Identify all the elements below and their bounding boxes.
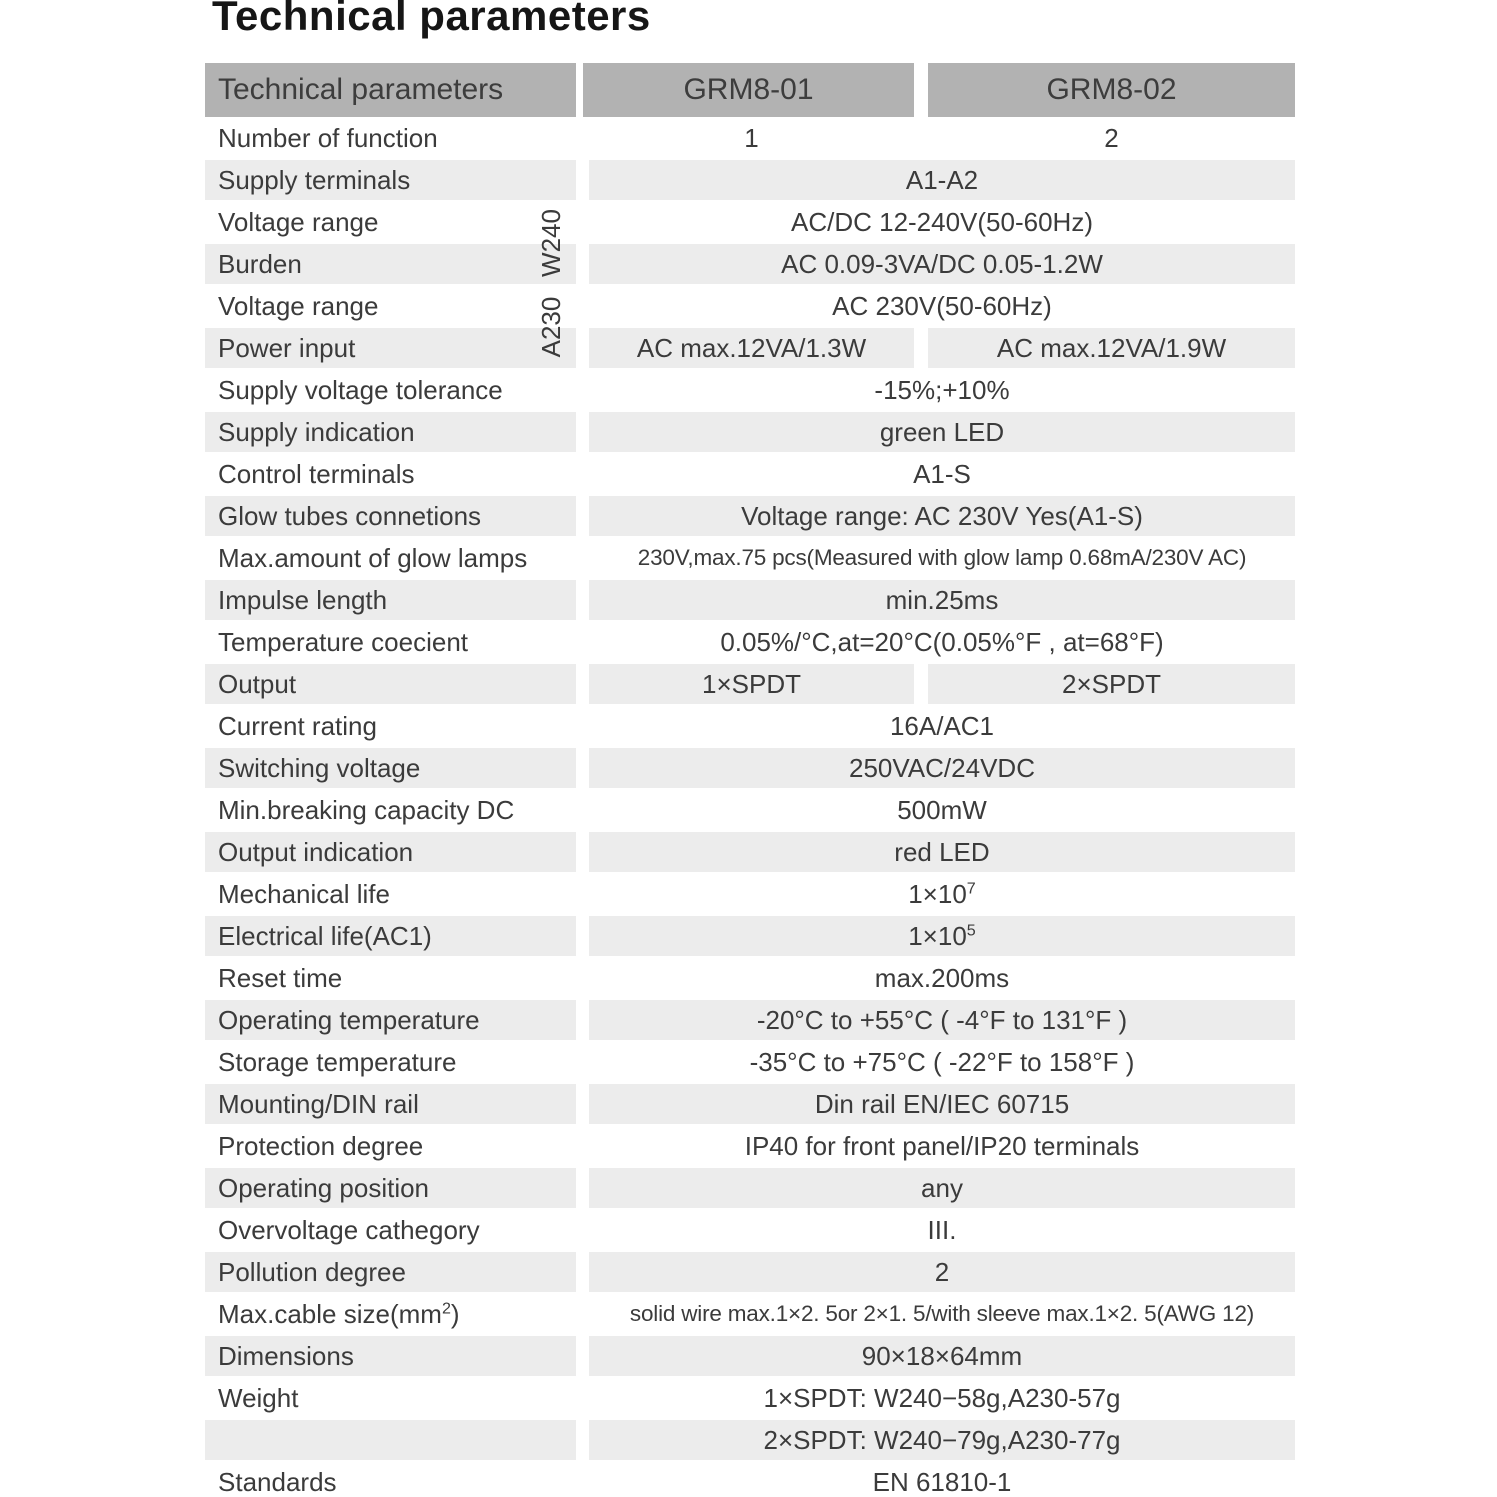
table-row [205, 244, 1295, 284]
table-row [205, 1210, 1295, 1250]
table-row [205, 874, 1295, 914]
table-row [205, 412, 1295, 452]
param-value: 2×SPDT: W240−79g,A230-77g [589, 1420, 1295, 1460]
param-value: solid wire max.1×2. 5or 2×1. 5/with sleeve max.1×2. 5(AWG 12) [629, 1301, 1255, 1326]
param-value: 1 [744, 122, 759, 153]
param-label: Operating temperature [205, 1000, 576, 1040]
param-label: Max.amount of glow lamps [218, 542, 528, 573]
table-row [205, 832, 1295, 872]
param-label: Output [205, 664, 576, 704]
param-value: EN 61810-1 [872, 1466, 1012, 1497]
param-value: 16A/AC1 [889, 710, 995, 741]
param-label: Power input [205, 328, 576, 368]
param-label: Switching voltage [205, 748, 576, 788]
table-row [205, 916, 1295, 956]
param-label: Max.cable $size(mm^2)$ [218, 1298, 460, 1329]
param-label: Protection degree [218, 1130, 424, 1161]
param-value: 0.05%/°C,at=20°C(0.05%°F , at=68°F) [720, 626, 1164, 657]
param-label: Reset time [218, 962, 343, 993]
param-label: Glow tubes connetions [205, 496, 576, 536]
param-label: Dimensions [205, 1336, 576, 1376]
table-row [205, 1126, 1295, 1166]
table-row [205, 706, 1295, 746]
table-row [205, 1042, 1295, 1082]
table-row [205, 1336, 1295, 1376]
param-value: 2 [1104, 122, 1119, 153]
param-value: 1×SPDT [589, 664, 914, 704]
param-label [205, 1420, 576, 1460]
param-label: Supply voltage tolerance [218, 374, 503, 405]
table-row [205, 118, 1295, 158]
param-label: Supply indication [205, 412, 576, 452]
param-value: AC 230V(50-60Hz) [832, 290, 1052, 321]
param-value: AC max.12VA/1.3W [589, 328, 914, 368]
param-value: AC max.12VA/1.9W [928, 328, 1295, 368]
param-value: $1\times 10^5$ [589, 916, 1295, 956]
param-value: III. [927, 1214, 957, 1245]
param-label: Min.breaking capacity DC [218, 794, 515, 825]
param-label: Electrical life(AC1) [205, 916, 576, 956]
param-value: 2 [589, 1252, 1295, 1292]
param-value: $1\times 10^7$ [908, 878, 976, 909]
technical-parameters-table [205, 63, 1295, 1497]
table-row [205, 286, 1295, 326]
param-value: 500mW [897, 794, 987, 825]
param-label: Number of function [218, 122, 438, 153]
param-label: Control terminals [218, 458, 415, 489]
param-label: Impulse length [205, 580, 576, 620]
param-label: Voltage range [218, 290, 379, 321]
param-label: Pollution degree [205, 1252, 576, 1292]
table-row [205, 1084, 1295, 1124]
table-row [205, 580, 1295, 620]
table-row [205, 160, 1295, 200]
param-value: min.25ms [589, 580, 1295, 620]
table-header-row [205, 63, 1295, 117]
param-value: A1-A2 [589, 160, 1295, 200]
param-value: 230V,max.75 pcs(Measured with glow lamp 0.68mA/230V AC) [637, 545, 1247, 570]
param-value: AC/DC 12-240V(50-60Hz) [790, 206, 1093, 237]
table-row [205, 1000, 1295, 1040]
table-row [205, 1252, 1295, 1292]
table-row [205, 328, 1295, 368]
param-label: Storage temperature [218, 1046, 457, 1077]
param-label: Burden [205, 244, 576, 284]
table-row [205, 538, 1295, 578]
param-value: -35°C to +75°C ( -22°F to 158°F ) [749, 1046, 1135, 1077]
param-value: green LED [589, 412, 1295, 452]
table-row [205, 748, 1295, 788]
table-rows [205, 118, 1295, 1497]
param-label: Overvoltage cathegory [218, 1214, 480, 1245]
table-row [205, 664, 1295, 704]
param-label: Voltage range [218, 206, 379, 237]
param-value: -20°C to +55°C ( -4°F to 131°F ) [589, 1000, 1295, 1040]
param-value: IP40 for front panel/IP20 terminals [744, 1130, 1140, 1161]
param-value: 250VAC/24VDC [589, 748, 1295, 788]
table-row [205, 790, 1295, 830]
param-label: Output indication [205, 832, 576, 872]
param-label: Current rating [218, 710, 377, 741]
table-row [205, 454, 1295, 494]
table-row [205, 958, 1295, 998]
table-row [205, 1168, 1295, 1208]
param-label: Mechanical life [218, 878, 390, 909]
table-row [205, 622, 1295, 662]
table-row [205, 370, 1295, 410]
table-row [205, 1462, 1295, 1497]
table-row [205, 1294, 1295, 1334]
table-row [205, 1420, 1295, 1460]
param-value: 2×SPDT [928, 664, 1295, 704]
table-row [205, 496, 1295, 536]
param-label: Operating position [205, 1168, 576, 1208]
param-label: Supply terminals [205, 160, 576, 200]
param-label: Weight [218, 1382, 299, 1413]
param-label: Standards [218, 1466, 337, 1497]
side-label-w240: W240 [535, 209, 566, 277]
param-value: max.200ms [874, 962, 1010, 993]
param-value: -15%;+10% [874, 374, 1010, 405]
param-value: red LED [589, 832, 1295, 872]
param-value: Din rail EN/IEC 60715 [589, 1084, 1295, 1124]
header-cell-grm8-02: GRM8-02 [928, 63, 1295, 117]
header-cell-grm8-01: GRM8-01 [583, 63, 914, 117]
page-title: Technical parameters [212, 0, 651, 39]
param-label: Mounting/DIN rail [205, 1084, 576, 1124]
param-value: 90×18×64mm [589, 1336, 1295, 1376]
param-value: A1-S [913, 458, 971, 489]
header-cell-technical-parameters: Technical parameters [205, 63, 576, 117]
param-label: Temperature coecient [218, 626, 469, 657]
param-value: Voltage range: AC 230V Yes(A1-S) [589, 496, 1295, 536]
table-row [205, 202, 1295, 242]
side-label-a230: A230 [535, 296, 566, 358]
param-value: AC 0.09-3VA/DC 0.05-1.2W [589, 244, 1295, 284]
param-value: 1×SPDT: W240−58g,A230-57g [763, 1382, 1121, 1413]
table-row [205, 1378, 1295, 1418]
param-value: any [589, 1168, 1295, 1208]
